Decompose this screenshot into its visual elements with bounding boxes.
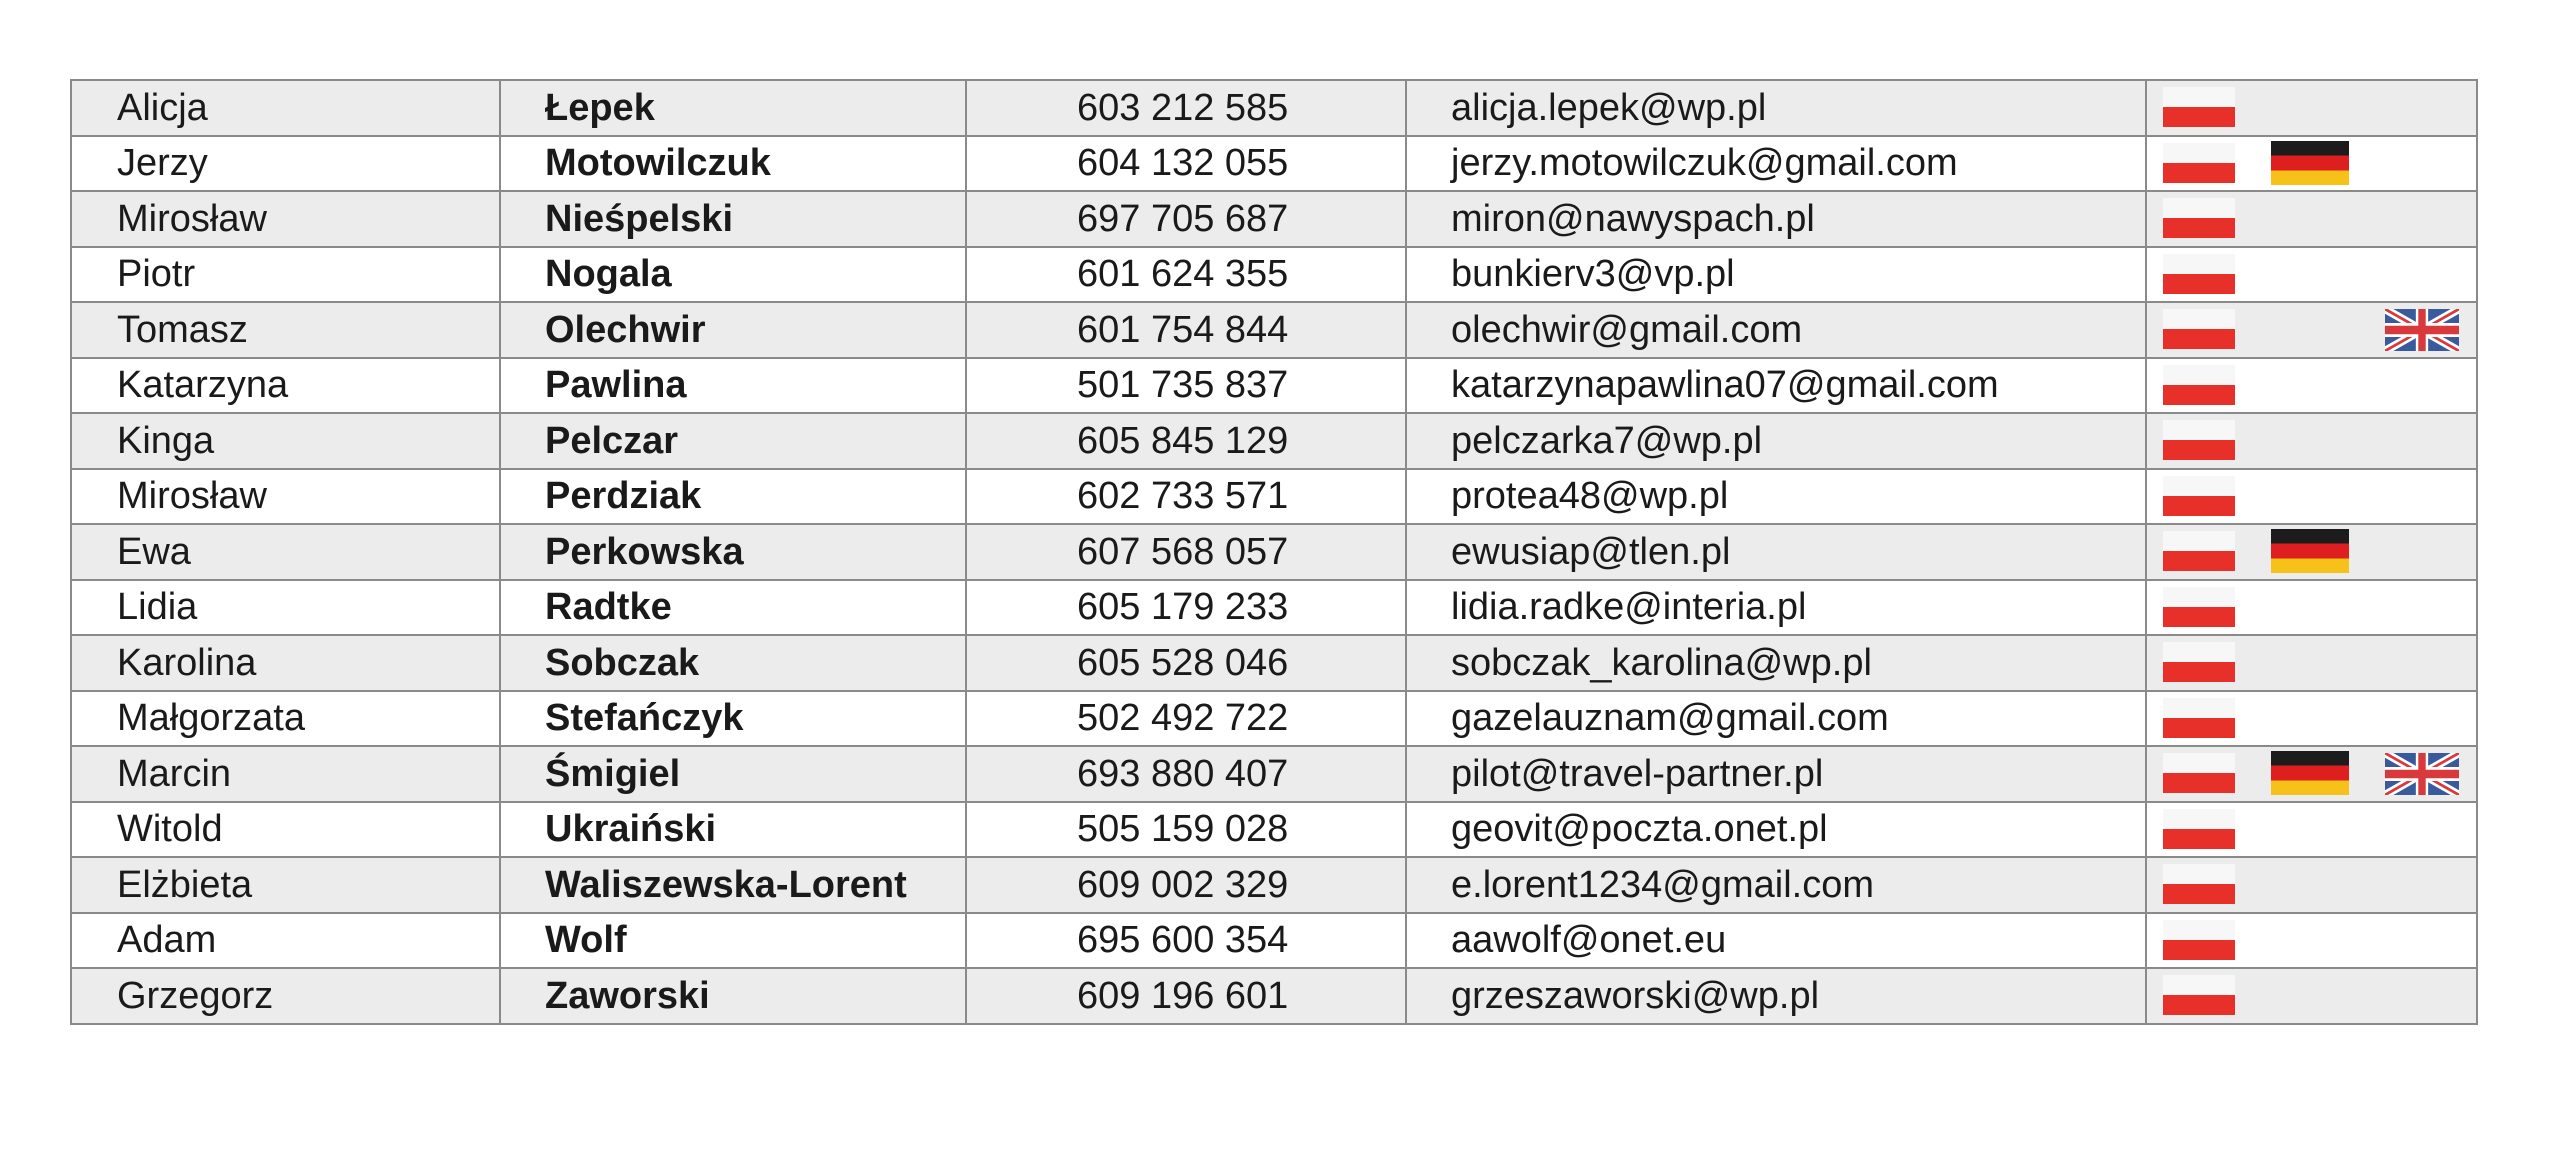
language-flags-cell: [2146, 136, 2477, 192]
table-row: [71, 191, 2477, 247]
email-cell: protea48@wp.pl: [1406, 469, 2146, 525]
email-cell: sobczak_karolina@wp.pl: [1406, 635, 2146, 691]
email-cell: olechwir@gmail.com: [1406, 302, 2146, 358]
de-flag-icon: [2271, 751, 2349, 795]
last-name-cell: Nieśpelski: [500, 191, 966, 247]
email-cell: jerzy.motowilczuk@gmail.com: [1406, 136, 2146, 192]
first-name-cell: Mirosław: [71, 191, 500, 247]
phone-cell: 502 492 722: [966, 691, 1406, 747]
table-row: [71, 913, 2477, 969]
last-name-cell: Pawlina: [500, 358, 966, 414]
last-name-cell: Pelczar: [500, 413, 966, 469]
phone-cell: 501 735 837: [966, 358, 1406, 414]
language-flags-cell: [2146, 413, 2477, 469]
first-name-cell: Grzegorz: [71, 968, 500, 1024]
email-cell: grzeszaworski@wp.pl: [1406, 968, 2146, 1024]
table-row: [71, 413, 2477, 469]
email-cell: e.lorent1234@gmail.com: [1406, 857, 2146, 913]
last-name-cell: Waliszewska-Lorent: [500, 857, 966, 913]
last-name-cell: Radtke: [500, 580, 966, 636]
table-row: [71, 80, 2477, 136]
pl-flag-icon: [2163, 698, 2235, 738]
pl-flag-icon: [2163, 420, 2235, 460]
de-flag-icon: [2271, 529, 2349, 573]
pl-flag-icon: [2163, 87, 2235, 127]
language-flags-cell: [2146, 913, 2477, 969]
language-flags-cell: [2146, 358, 2477, 414]
contacts-table: [70, 79, 2478, 1025]
first-name-cell: Mirosław: [71, 469, 500, 525]
table-row: [71, 358, 2477, 414]
last-name-cell: Perdziak: [500, 469, 966, 525]
first-name-cell: Kinga: [71, 413, 500, 469]
table-row: [71, 302, 2477, 358]
language-flags-cell: [2146, 524, 2477, 580]
phone-cell: 605 845 129: [966, 413, 1406, 469]
phone-cell: 601 754 844: [966, 302, 1406, 358]
uk-flag-icon: [2385, 309, 2459, 351]
table-row: [71, 247, 2477, 303]
uk-flag-icon: [2385, 753, 2459, 795]
email-cell: geovit@poczta.onet.pl: [1406, 802, 2146, 858]
pl-flag-icon: [2163, 864, 2235, 904]
table-row: [71, 469, 2477, 525]
language-flags-cell: [2146, 968, 2477, 1024]
last-name-cell: Zaworski: [500, 968, 966, 1024]
last-name-cell: Łepek: [500, 80, 966, 136]
first-name-cell: Marcin: [71, 746, 500, 802]
phone-cell: 609 002 329: [966, 857, 1406, 913]
first-name-cell: Jerzy: [71, 136, 500, 192]
pl-flag-icon: [2163, 476, 2235, 516]
first-name-cell: Małgorzata: [71, 691, 500, 747]
table-row: [71, 746, 2477, 802]
email-cell: ewusiap@tlen.pl: [1406, 524, 2146, 580]
last-name-cell: Ukraiński: [500, 802, 966, 858]
phone-cell: 693 880 407: [966, 746, 1406, 802]
phone-cell: 697 705 687: [966, 191, 1406, 247]
last-name-cell: Sobczak: [500, 635, 966, 691]
table-row: [71, 635, 2477, 691]
table-row: [71, 524, 2477, 580]
pl-flag-icon: [2163, 254, 2235, 294]
pl-flag-icon: [2163, 309, 2235, 349]
language-flags-cell: [2146, 635, 2477, 691]
phone-cell: 505 159 028: [966, 802, 1406, 858]
pl-flag-icon: [2163, 809, 2235, 849]
last-name-cell: Perkowska: [500, 524, 966, 580]
language-flags-cell: [2146, 80, 2477, 136]
table-row: [71, 136, 2477, 192]
pl-flag-icon: [2163, 587, 2235, 627]
phone-cell: 603 212 585: [966, 80, 1406, 136]
first-name-cell: Piotr: [71, 247, 500, 303]
first-name-cell: Elżbieta: [71, 857, 500, 913]
first-name-cell: Alicja: [71, 80, 500, 136]
last-name-cell: Wolf: [500, 913, 966, 969]
first-name-cell: Ewa: [71, 524, 500, 580]
first-name-cell: Tomasz: [71, 302, 500, 358]
phone-cell: 602 733 571: [966, 469, 1406, 525]
language-flags-cell: [2146, 247, 2477, 303]
phone-cell: 695 600 354: [966, 913, 1406, 969]
last-name-cell: Olechwir: [500, 302, 966, 358]
language-flags-cell: [2146, 802, 2477, 858]
email-cell: katarzynapawlina07@gmail.com: [1406, 358, 2146, 414]
email-cell: pilot@travel-partner.pl: [1406, 746, 2146, 802]
table-row: [71, 802, 2477, 858]
first-name-cell: Witold: [71, 802, 500, 858]
email-cell: miron@nawyspach.pl: [1406, 191, 2146, 247]
pl-flag-icon: [2163, 531, 2235, 571]
first-name-cell: Katarzyna: [71, 358, 500, 414]
last-name-cell: Śmigiel: [500, 746, 966, 802]
table-row: [71, 857, 2477, 913]
last-name-cell: Motowilczuk: [500, 136, 966, 192]
pl-flag-icon: [2163, 198, 2235, 238]
last-name-cell: Nogala: [500, 247, 966, 303]
de-flag-icon: [2271, 141, 2349, 185]
pl-flag-icon: [2163, 920, 2235, 960]
contacts-table-body: [71, 80, 2477, 1024]
phone-cell: 607 568 057: [966, 524, 1406, 580]
email-cell: bunkierv3@vp.pl: [1406, 247, 2146, 303]
email-cell: pelczarka7@wp.pl: [1406, 413, 2146, 469]
pl-flag-icon: [2163, 143, 2235, 183]
language-flags-cell: [2146, 580, 2477, 636]
email-cell: lidia.radke@interia.pl: [1406, 580, 2146, 636]
pl-flag-icon: [2163, 642, 2235, 682]
phone-cell: 604 132 055: [966, 136, 1406, 192]
email-cell: alicja.lepek@wp.pl: [1406, 80, 2146, 136]
phone-cell: 601 624 355: [966, 247, 1406, 303]
pl-flag-icon: [2163, 753, 2235, 793]
pl-flag-icon: [2163, 975, 2235, 1015]
phone-cell: 605 528 046: [966, 635, 1406, 691]
language-flags-cell: [2146, 191, 2477, 247]
first-name-cell: Karolina: [71, 635, 500, 691]
table-row: [71, 691, 2477, 747]
language-flags-cell: [2146, 746, 2477, 802]
phone-cell: 609 196 601: [966, 968, 1406, 1024]
phone-cell: 605 179 233: [966, 580, 1406, 636]
last-name-cell: Stefańczyk: [500, 691, 966, 747]
table-row: [71, 968, 2477, 1024]
email-cell: gazelauznam@gmail.com: [1406, 691, 2146, 747]
language-flags-cell: [2146, 302, 2477, 358]
language-flags-cell: [2146, 857, 2477, 913]
email-cell: aawolf@onet.eu: [1406, 913, 2146, 969]
pl-flag-icon: [2163, 365, 2235, 405]
language-flags-cell: [2146, 691, 2477, 747]
table-row: [71, 580, 2477, 636]
language-flags-cell: [2146, 469, 2477, 525]
first-name-cell: Lidia: [71, 580, 500, 636]
first-name-cell: Adam: [71, 913, 500, 969]
